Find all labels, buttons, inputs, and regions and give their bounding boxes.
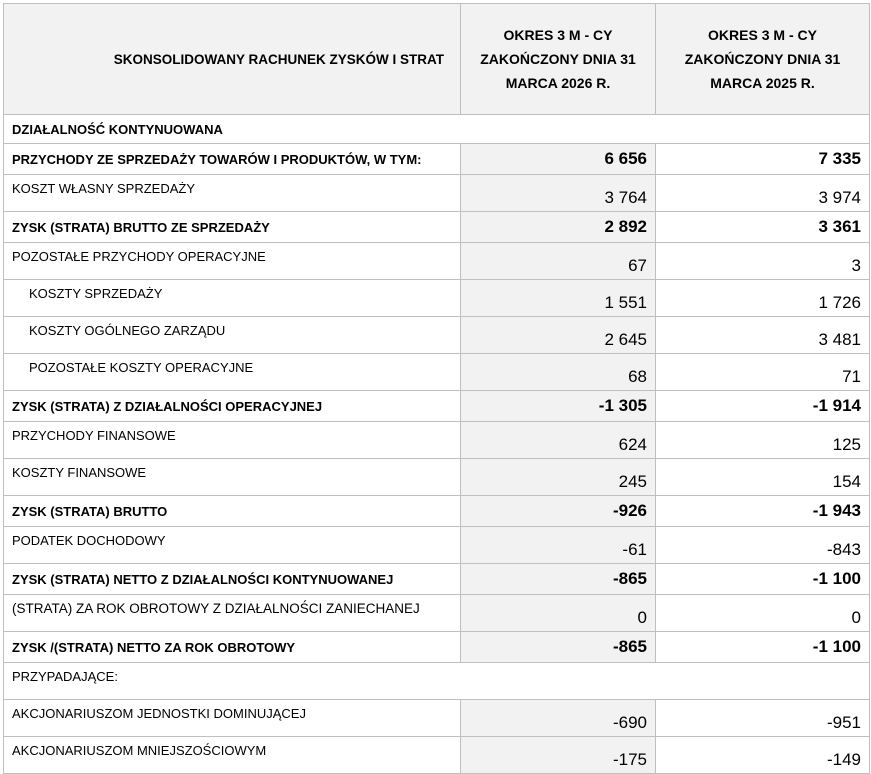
value-2026: -175	[461, 737, 656, 774]
row-label: KOSZTY OGÓLNEGO ZARZĄDU	[4, 317, 461, 354]
row-label: AKCJONARIUSZOM JEDNOSTKI DOMINUJĄCEJ	[4, 700, 461, 737]
value-2025: 71	[656, 354, 870, 391]
row-label: PRZYCHODY ZE SPRZEDAŻY TOWARÓW I PRODUKTÓW, W TYM:	[4, 144, 461, 175]
table-row	[4, 391, 870, 422]
table-row	[4, 496, 870, 527]
row-label: ZYSK (STRATA) BRUTTO ZE SPRZEDAŻY	[4, 212, 461, 243]
value-2026: -690	[461, 700, 656, 737]
column-header-2026: OKRES 3 M - CY ZAKOŃCZONY DNIA 31 MARCA 2026 R.	[461, 4, 656, 115]
row-label: POZOSTAŁE PRZYCHODY OPERACYJNE	[4, 243, 461, 280]
table-row	[4, 527, 870, 564]
section-row-attributable	[4, 663, 870, 700]
table-row	[4, 243, 870, 280]
value-2026: -61	[461, 527, 656, 564]
value-2025: 7 335	[656, 144, 870, 175]
row-label: AKCJONARIUSZOM MNIEJSZOŚCIOWYM	[4, 737, 461, 774]
table-row	[4, 212, 870, 243]
table-row	[4, 632, 870, 663]
table-row	[4, 317, 870, 354]
value-2026: -865	[461, 564, 656, 595]
value-2025: 125	[656, 422, 870, 459]
income-statement-table	[3, 3, 870, 774]
row-label: KOSZTY SPRZEDAŻY	[4, 280, 461, 317]
value-2025: -149	[656, 737, 870, 774]
table-row	[4, 280, 870, 317]
value-2026: 68	[461, 354, 656, 391]
row-label: ZYSK /(STRATA) NETTO ZA ROK OBROTOWY	[4, 632, 461, 663]
row-label: ZYSK (STRATA) NETTO Z DZIAŁALNOŚCI KONTYNUOWANEJ	[4, 564, 461, 595]
value-2025: -1 943	[656, 496, 870, 527]
value-2026: 2 892	[461, 212, 656, 243]
row-label: KOSZTY FINANSOWE	[4, 459, 461, 496]
row-label: PRZYCHODY FINANSOWE	[4, 422, 461, 459]
value-2026: -926	[461, 496, 656, 527]
value-2025: -843	[656, 527, 870, 564]
value-2026: -865	[461, 632, 656, 663]
value-2025: 154	[656, 459, 870, 496]
table-row	[4, 175, 870, 212]
table-row	[4, 459, 870, 496]
value-2025: 3 361	[656, 212, 870, 243]
value-2026: 6 656	[461, 144, 656, 175]
section-row-continuing	[4, 115, 870, 144]
value-2025: 3 974	[656, 175, 870, 212]
value-2026: 2 645	[461, 317, 656, 354]
table-row	[4, 144, 870, 175]
value-2025: 3	[656, 243, 870, 280]
value-2025: 3 481	[656, 317, 870, 354]
value-2025: -1 100	[656, 632, 870, 663]
row-label: POZOSTAŁE KOSZTY OPERACYJNE	[4, 354, 461, 391]
value-2026: 245	[461, 459, 656, 496]
table-row	[4, 564, 870, 595]
value-2025: -951	[656, 700, 870, 737]
table-row	[4, 354, 870, 391]
value-2025: 0	[656, 595, 870, 632]
value-2026: 3 764	[461, 175, 656, 212]
value-2026: 67	[461, 243, 656, 280]
value-2025: -1 914	[656, 391, 870, 422]
table-row	[4, 422, 870, 459]
section-label-attributable: PRZYPADAJĄCE:	[4, 663, 870, 700]
table-row	[4, 595, 870, 632]
row-label: ZYSK (STRATA) Z DZIAŁALNOŚCI OPERACYJNEJ	[4, 391, 461, 422]
value-2026: 1 551	[461, 280, 656, 317]
value-2025: -1 100	[656, 564, 870, 595]
value-2026: 0	[461, 595, 656, 632]
table-row	[4, 700, 870, 737]
table-row	[4, 737, 870, 774]
statement-title: SKONSOLIDOWANY RACHUNEK ZYSKÓW I STRAT	[4, 4, 461, 115]
section-label-continuing: DZIAŁALNOŚĆ KONTYNUOWANA	[4, 115, 870, 144]
row-label: KOSZT WŁASNY SPRZEDAŻY	[4, 175, 461, 212]
value-2025: 1 726	[656, 280, 870, 317]
column-header-2025: OKRES 3 M - CY ZAKOŃCZONY DNIA 31 MARCA 2025 R.	[656, 4, 870, 115]
row-label: (STRATA) ZA ROK OBROTOWY Z DZIAŁALNOŚCI ZANIECHANEJ	[4, 595, 461, 632]
value-2026: -1 305	[461, 391, 656, 422]
row-label: PODATEK DOCHODOWY	[4, 527, 461, 564]
row-label: ZYSK (STRATA) BRUTTO	[4, 496, 461, 527]
table-header-row	[4, 4, 870, 115]
value-2026: 624	[461, 422, 656, 459]
